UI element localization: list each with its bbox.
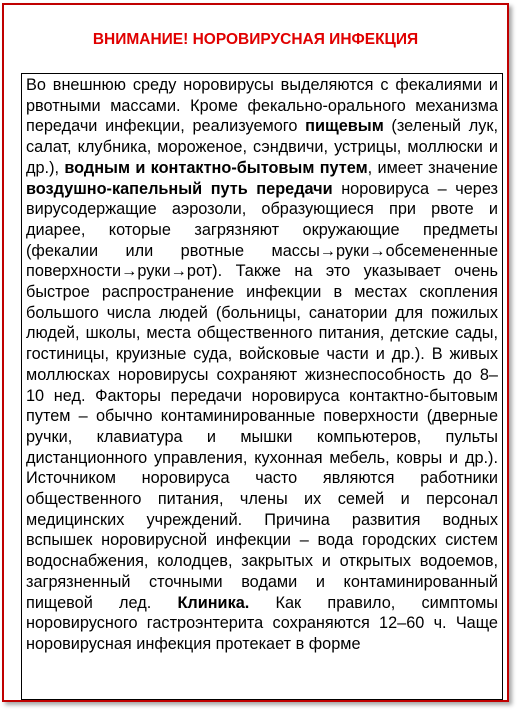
text-segment: , имеет значение <box>367 158 498 177</box>
page-title: ВНИМАНИЕ! НОРОВИРУСНАЯ ИНФЕКЦИЯ <box>92 31 419 48</box>
bold-term-airborne-route: воздушно-капельный путь передачи <box>26 179 333 198</box>
text-box <box>21 73 503 700</box>
text-segment: Как правило, симптомы норовирусного гастроэнтерита сохраняются 12–60 ч. Чаще норовирусная инфекция протекает в форме <box>26 593 498 653</box>
body-paragraph <box>26 75 498 655</box>
bold-term-water-contact-route: водным и контактно-бытовым путем <box>64 158 368 177</box>
text-segment: (зеленый лук, салат, клубника, мороженое, сэндвичи, устрицы, моллюски и др.), <box>26 117 498 177</box>
page-frame <box>2 3 509 702</box>
text-segment: норовируса – через вирусодержащие аэрозоли, образующиеся при рвоте и диарее, которые загрязняют окружающие предметы (фекалии или рвотные массы→руки→обсемененные поверхности→руки→рот). Также на это указывает очень быстрое распространение инфекции в местах скопления большого числа людей (больницы, санатории для пожилых людей, школы, места общественного питания, детские сады, гостиницы, круизные суда, войсковые части и др.). В живых моллюсках норовирусы сохраняют жизнеспособность до 8–10 нед. Факторы передачи норовируса контактно-бытовым путем – обычно контаминированные поверхности (дверные ручки, клавиатура и мышки компьютеров, пульты дистанционного управления, кухонная мебель, ковры и др.). Источником норовируса часто являются работники общественного питания, члены их семей и персонал медицинских учреждений. Причина развития водных вспышек норовирусной инфекции – вода городских систем водоснабжения, колодцев, закрытых и открытых водоемов, загрязненный сточными водами и контаминированный пищевой лед. <box>26 179 498 612</box>
bold-term-clinic: Клиника. <box>177 593 250 612</box>
text-segment: Во внешнюю среду норовирусы выделяются с фекалиями и рвотными массами. Кроме фекально-орального механизма передачи инфекции, реализуемого <box>26 76 498 136</box>
bold-term-food-route: пищевым <box>305 117 384 136</box>
